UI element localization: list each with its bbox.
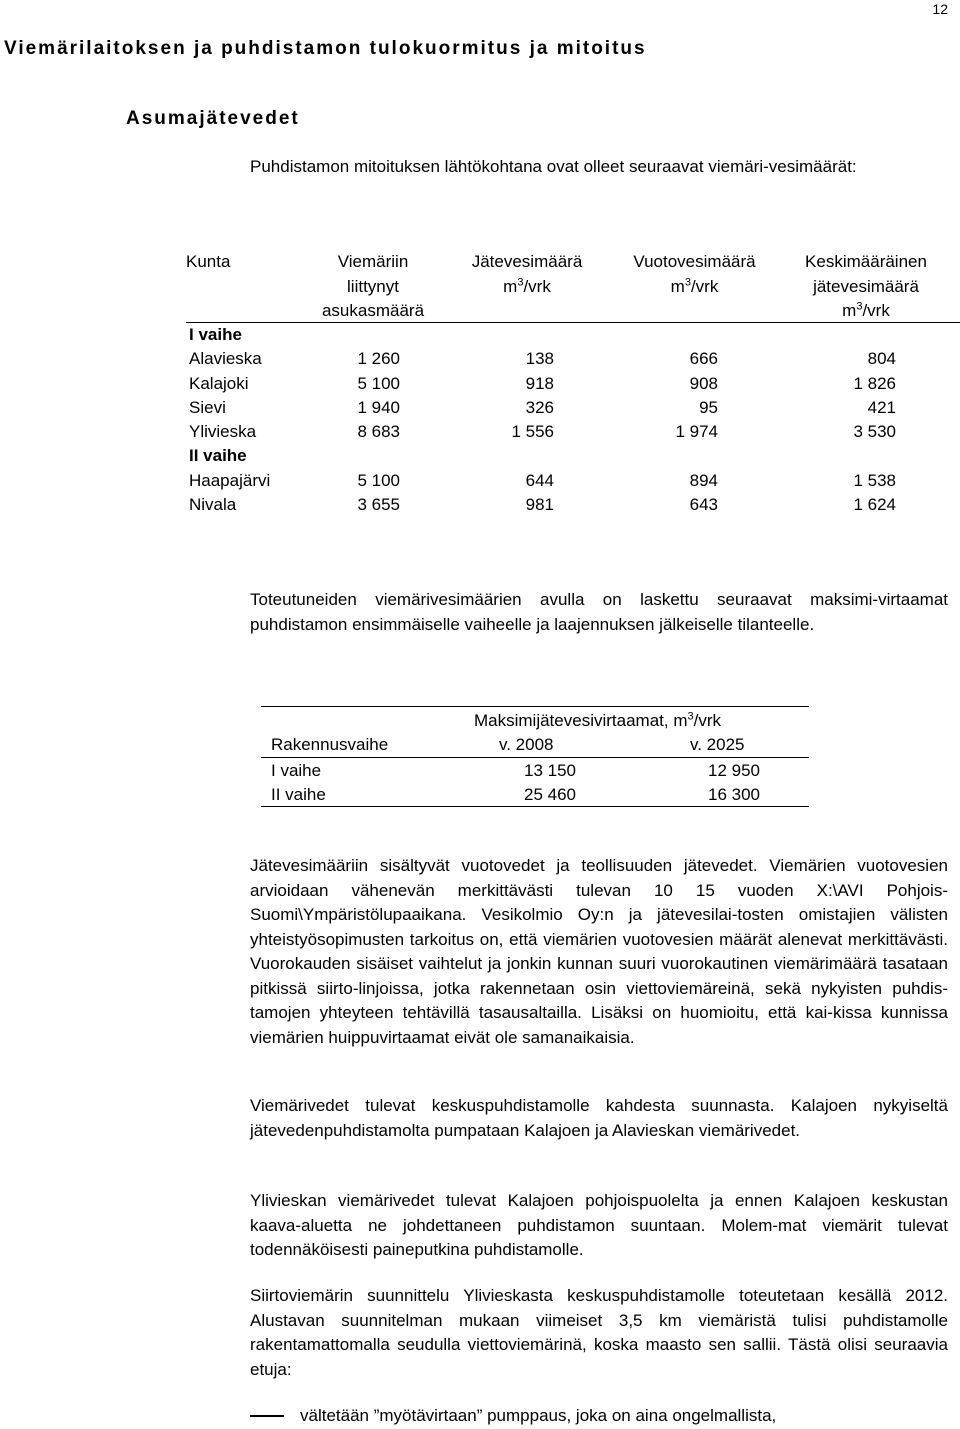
cell-2025: 12 950 <box>708 761 760 780</box>
cell-2008: 13 150 <box>524 761 576 780</box>
cell-keskimaarainen: 1 624 <box>853 495 896 515</box>
col-header-kunta: Kunta <box>186 252 231 271</box>
cell-vuotovesi: 908 <box>689 373 718 393</box>
cell-kunta: Sievi <box>189 397 226 417</box>
col-header-vuotovesi: Vuotovesimäärä $m^3$/vrk <box>633 252 756 296</box>
cell-kunta: Haapajärvi <box>189 470 271 490</box>
cell-kunta: Alavieska <box>189 349 262 369</box>
section-heading: Viemärilaitoksen ja puhdistamon tulokuormitus ja mitoitus <box>4 38 647 59</box>
siirtoviemari-paragraph: Siirtoviemärin suunnittelu Ylivieskasta keskuspuhdistamolle toteutetaan kesällä 2012. Alustavan suunnitelman mukaan viimeiset 3,5 km viemäristä tulisi puhdistamolle rakentamattomalla seudulla viettoviemärinä, koska maasto sen sallii. Tästä olisi seuraavia etuja: <box>250 1286 948 1379</box>
col-header-rakennusvaihe: Rakennusvaihe <box>271 735 389 754</box>
main-paragraph: Jätevesimääriin sisältyvät vuotovedet ja teollisuuden jätevedet. Viemärien vuotovesien arvioidaan vähenevän merkittävästi tulevan 10 15 vuoden X:\AVI Pohjois-Suomi\Ympäristölupaaikana. Vesikolmio Oy:n ja jätevesilai-tosten omistajien välisten yhteistyösopimusten tarkoitus on, että viemärien vuotovesien määrät alenevat merkittävästi. Vuorokauden sisäiset vaihtelut ja jonkin kunnan suuri vuorokautinen viemärimäärä tasataan pitkissä siirto-linjoissa, jotka rakennetaan osin viettoviemäreinä, sekä nykyisten puhdis-tamojen yhteyteen tehtävillä tasausaltailla. Lisäksi on huomioitu, että kai-kissa kunnissa viemärien huippuvirtaamat eivät ole samanaikaisia. <box>250 856 948 1047</box>
cell-asukkaat: 3 655 <box>357 495 400 515</box>
cell-kunta: Kalajoki <box>189 373 249 393</box>
cell-keskimaarainen: 421 <box>867 397 896 417</box>
max-flow-table <box>261 706 809 807</box>
bullet-dash <box>250 1415 284 1417</box>
cell-jatevesi: 644 <box>525 470 554 490</box>
phase-label: I vaihe <box>189 325 242 344</box>
subsection-heading: Asumajätevedet <box>126 108 300 129</box>
bullet-item: vältetään ”myötävirtaan” pumppaus, joka on aina ongelmallista, <box>300 1406 777 1425</box>
table-header <box>186 250 960 323</box>
col-header-asukkaat: Viemäriin liittynyt asukasmäärä <box>321 252 425 320</box>
directions-paragraph: Viemärivedet tulevat keskuspuhdistamolle kahdesta suunnasta. Kalajoen nykyiseltä jätevedenpuhdistamolta pumpataan Kalajoen ja Alavieskan viemärivedet. <box>250 1096 948 1140</box>
cell-jatevesi: 918 <box>525 373 554 393</box>
col-header-keskimaarainen: Keskimääräinen jätevesimäärä $m^3$/vrk <box>805 252 927 320</box>
intro-paragraph: Puhdistamon mitoituksen lähtökohtana ovat olleet seuraavat viemäri-vesimäärät: <box>250 157 857 176</box>
cell-asukkaat: 5 100 <box>357 470 400 490</box>
table-row <box>186 469 960 493</box>
cell-asukkaat: 1 260 <box>357 349 400 369</box>
cell-vuotovesi: 894 <box>689 470 718 490</box>
cell-2008: 25 460 <box>524 785 576 804</box>
table-group-header: Maksimijätevesivirtaamat, $m^3$/vrk <box>474 710 722 730</box>
col-header-jatevesi: Jätevesimäärä $m^3$/vrk <box>471 252 583 296</box>
cell-keskimaarainen: 804 <box>867 349 896 369</box>
table-row <box>186 396 960 420</box>
cell-vuotovesi: 643 <box>689 495 718 515</box>
cell-keskimaarainen: 1 826 <box>853 373 896 393</box>
col-header-2008: v. 2008 <box>499 735 554 754</box>
page-number: 12 <box>932 1 948 17</box>
header-rule <box>261 757 809 758</box>
table-row <box>186 372 960 396</box>
cell-keskimaarainen: 1 538 <box>853 470 896 490</box>
phase-label: II vaihe <box>189 446 247 466</box>
cell-jatevesi: 981 <box>525 495 554 515</box>
ylivieska-paragraph: Ylivieskan viemärivedet tulevat Kalajoen pohjoispuolelta ja ennen Kalajoen keskustan kaava-aluetta ne johdettaneen puhdistamon suuntaan. Molem-mat viemärit tulevat todennäköisesti paineputkina puhdistamolle. <box>250 1191 948 1259</box>
cell-asukkaat: 1 940 <box>357 397 400 417</box>
cell-kunta: Ylivieska <box>189 422 257 442</box>
cell-vuotovesi: 95 <box>699 397 718 417</box>
cell-2025: 16 300 <box>708 785 760 804</box>
cell-keskimaarainen: 3 530 <box>853 422 896 442</box>
col-header-2025: v. 2025 <box>690 735 745 754</box>
cell-vuotovesi: 1 974 <box>675 422 718 442</box>
cell-jatevesi: 1 556 <box>511 422 554 442</box>
cell-jatevesi: 326 <box>525 397 554 417</box>
cell-asukkaat: 8 683 <box>357 422 400 442</box>
table-row <box>186 493 960 517</box>
table-row <box>186 420 960 444</box>
cell-jatevesi: 138 <box>525 349 554 369</box>
cell-vaihe: II vaihe <box>271 785 326 804</box>
cell-kunta: Nivala <box>189 495 237 515</box>
table-row <box>186 347 960 371</box>
flows-paragraph: Toteutuneiden viemärivesimäärien avulla on laskettu seuraavat maksimi-virtaamat puhdistamon ensimmäiselle vaiheelle ja laajennuksen jälkeiselle tilanteelle. <box>250 590 948 634</box>
cell-vaihe: I vaihe <box>271 761 322 780</box>
wastewater-volume-table <box>186 250 960 517</box>
cell-asukkaat: 5 100 <box>357 373 400 393</box>
cell-vuotovesi: 666 <box>689 349 718 369</box>
